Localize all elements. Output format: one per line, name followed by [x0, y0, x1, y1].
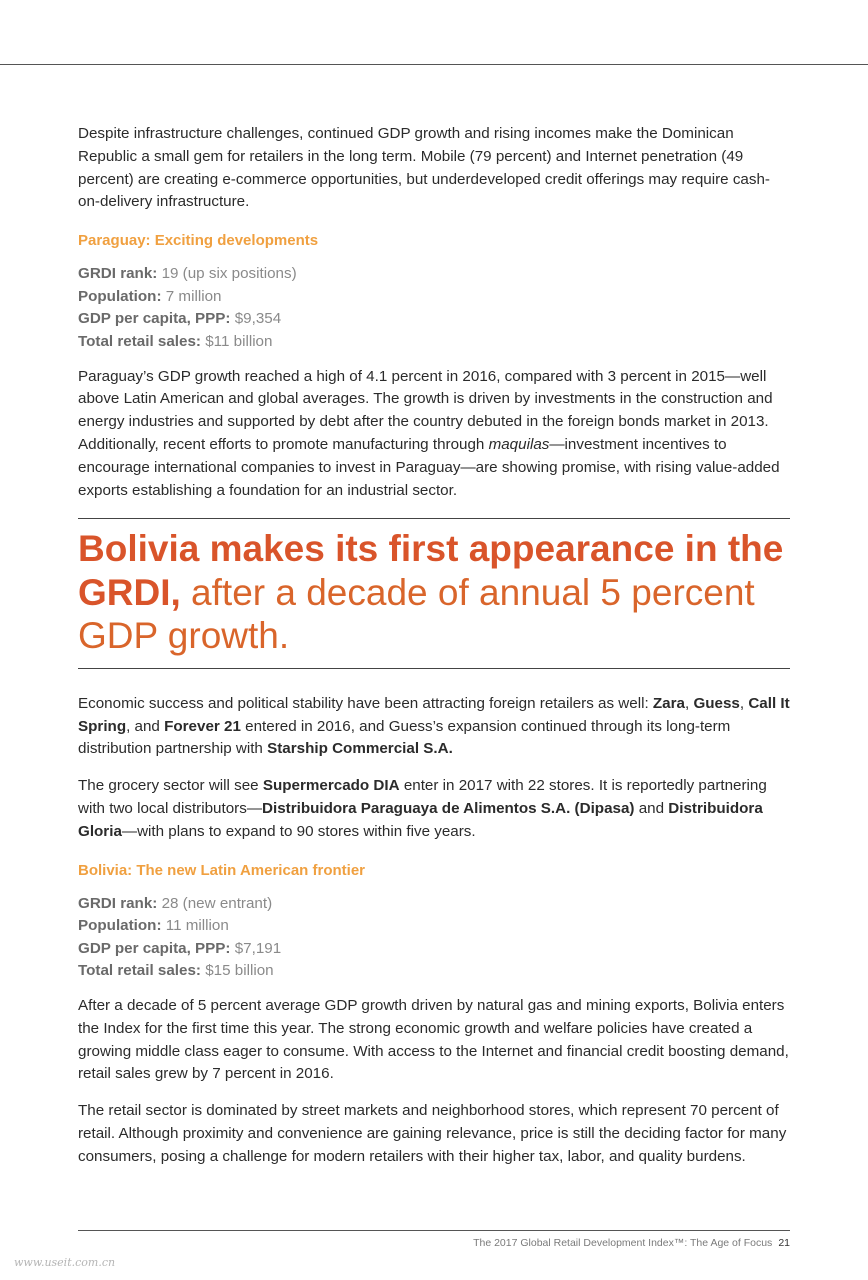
text-run: Paraguay’s GDP growth reached a high of 4.1 percent in 2016, compared with 3 percent in 2015—well above Latin American and global averages. The growth is driven by investments in the construction and energy industries and supported by debt after the country debuted in the foreign bonds market in 2013. Additionally, recent efforts to promote manufacturing through	[78, 367, 773, 453]
stat-label: GRDI rank:	[78, 265, 158, 283]
bolivia-stats	[78, 893, 790, 983]
pull-quote-text	[78, 527, 790, 658]
bolivia-paragraph-1: After a decade of 5 percent average GDP growth driven by natural gas and mining exports, Bolivia enters the Index for the first time this year. The strong economic growth and welfare policies have created a growing middle class eager to consume. With access to the Internet and financial credit boosting demand, retail sales grew by 7 percent in 2016.	[78, 997, 789, 1083]
stat-row	[78, 960, 790, 983]
brand-name: Distribuidora Paraguaya de Alimentos S.A. (Dipasa)	[262, 800, 635, 818]
stat-value: $15 billion	[205, 962, 274, 980]
brand-name: Starship Commercial S.A.	[267, 740, 453, 758]
intro-paragraph: Despite infrastructure challenges, continued GDP growth and rising incomes make the Dominican Republic a small gem for retailers in the long term. Mobile (79 percent) and Internet penetration (49 percent) are creating e-commerce opportunities, but underdeveloped credit offerings may require cash-on-delivery infrastructure.	[78, 125, 770, 211]
stat-value: 7 million	[165, 287, 222, 305]
retailers-paragraph	[78, 693, 790, 761]
top-rule	[0, 64, 868, 65]
stat-row	[78, 915, 790, 938]
stat-value: 19 (up six positions)	[161, 265, 297, 283]
bolivia-heading: Bolivia: The new Latin American frontier	[78, 861, 365, 879]
stat-label: GDP per capita, PPP:	[78, 310, 231, 328]
stat-row	[78, 263, 790, 286]
text-run: enter in 2017 with 22 stores. It is reportedly partnering with two local distributors—	[78, 777, 767, 818]
brand-name: Call It Spring	[78, 694, 790, 735]
paraguay-heading: Paraguay: Exciting developments	[78, 232, 319, 250]
text-run: ,	[739, 694, 749, 712]
brand-name: Zara	[652, 694, 685, 712]
text-run: —with plans to expand to 90 stores within five years.	[121, 822, 476, 840]
brand-name: Forever 21	[164, 717, 241, 735]
stat-value: 28 (new entrant)	[161, 894, 273, 912]
stat-label: Total retail sales:	[78, 962, 201, 980]
page-number: 21	[778, 1237, 790, 1249]
brand-name: Supermercado DIA	[262, 777, 400, 795]
text-run: Economic success and political stability have been attracting foreign retailers as well:	[78, 694, 653, 712]
stat-value: 11 million	[165, 917, 229, 935]
stat-row	[78, 893, 790, 916]
stat-label: Population:	[78, 287, 162, 305]
stat-value: $7,191	[234, 939, 282, 957]
text-run: —investment incentives to encourage international companies to invest in Paraguay—are showing promise, with rising value-added exports establishing a foundation for an industrial sector.	[78, 435, 780, 499]
stat-row	[78, 286, 790, 309]
footer-title: The 2017 Global Retail Development Index™: The Age of Focus	[473, 1237, 773, 1249]
page-footer	[473, 1237, 790, 1249]
stat-label: Population:	[78, 917, 162, 935]
page-content	[78, 123, 790, 1183]
italic-term: maquilas	[488, 435, 550, 453]
pull-quote-bold: Bolivia makes its first appearance in the GRDI,	[78, 528, 784, 613]
pull-quote	[78, 518, 790, 669]
footer-rule	[78, 1230, 790, 1231]
stat-row	[78, 308, 790, 331]
brand-name: Distribuidora Gloria	[78, 800, 763, 840]
paraguay-stats	[78, 263, 790, 353]
text-run: , and	[126, 717, 165, 735]
watermark: www.useit.com.cn	[14, 1256, 116, 1269]
stat-value: $9,354	[234, 310, 282, 328]
stat-value: $11 billion	[205, 332, 273, 350]
grocery-paragraph	[78, 775, 790, 843]
stat-row	[78, 938, 790, 961]
stat-label: GRDI rank:	[78, 894, 158, 912]
bolivia-paragraph-2: The retail sector is dominated by street markets and neighborhood stores, which represent 70 percent of retail. Although proximity and convenience are gaining relevance, price is still the deciding factor for many consumers, posing a challenge for modern retailers with their higher tax, labor, and quality burdens.	[78, 1102, 787, 1165]
stat-row	[78, 331, 790, 354]
text-run: The grocery sector will see	[78, 777, 263, 795]
paraguay-paragraph	[78, 366, 790, 503]
text-run: ,	[684, 694, 694, 712]
stat-label: GDP per capita, PPP:	[78, 939, 231, 957]
brand-name: Guess	[693, 694, 740, 712]
text-run: entered in 2016, and Guess’s expansion continued through its long-term distribution partnership with	[78, 717, 731, 758]
stat-label: Total retail sales:	[78, 332, 201, 350]
text-run: and	[634, 800, 669, 818]
pull-quote-light: after a decade of annual 5 percent GDP growth.	[78, 571, 755, 657]
